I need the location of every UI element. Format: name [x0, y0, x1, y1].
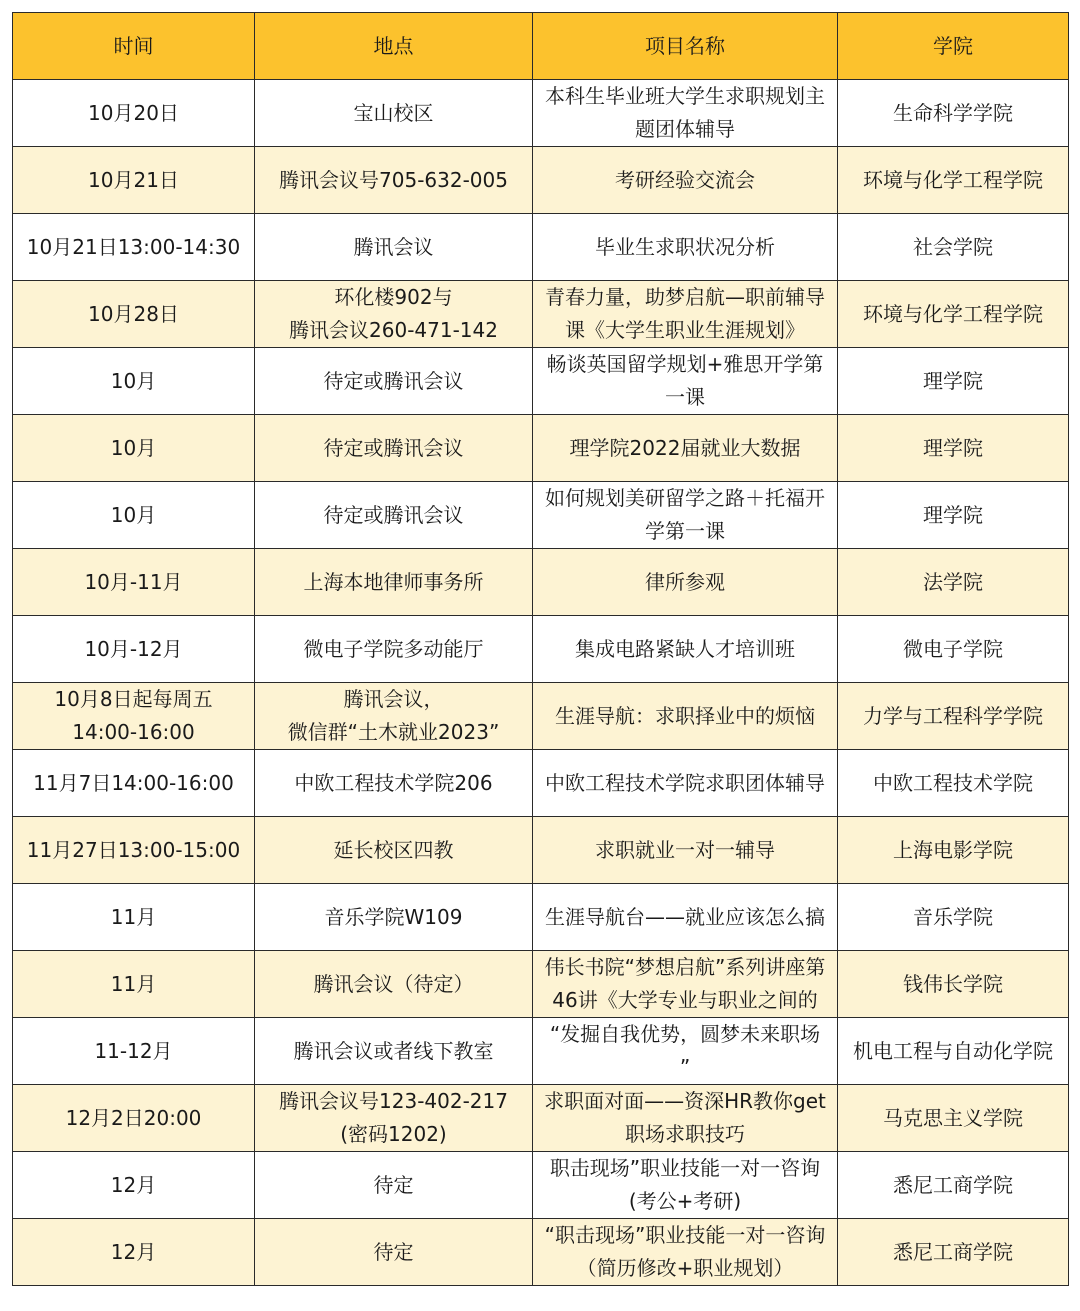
table-row	[13, 415, 1069, 482]
cell-place-text: 腾讯会议或者线下教室	[293, 1038, 494, 1063]
cell-time	[13, 616, 255, 683]
cell-place	[255, 884, 533, 951]
header-project-name: 项目名称	[533, 13, 838, 80]
cell-project-name	[533, 348, 838, 415]
cell-project-name-text: 毕业生求职状况分析	[595, 234, 775, 259]
cell-school-text: 理学院	[923, 368, 983, 393]
cell-project-name	[533, 1018, 838, 1085]
cell-school	[838, 683, 1069, 750]
table-body	[13, 80, 1069, 1286]
cell-project-name	[533, 951, 838, 1018]
cell-time	[13, 348, 255, 415]
cell-place-text: 微电子学院多动能厅	[303, 636, 484, 661]
cell-school	[838, 348, 1069, 415]
cell-project-name-text: 生涯导航：求职择业中的烦恼	[555, 703, 815, 728]
cell-project-name	[533, 147, 838, 214]
cell-time	[13, 415, 255, 482]
cell-time	[13, 1085, 255, 1152]
cell-time-text: 12月2日20:00	[65, 1105, 202, 1130]
cell-place	[255, 549, 533, 616]
table-row	[13, 80, 1069, 147]
cell-project-name-text: 考研经验交流会	[615, 167, 755, 192]
cell-project-name	[533, 683, 838, 750]
cell-place-text: 腾讯会议， 微信群“土木就业2023”	[287, 687, 500, 744]
cell-time	[13, 80, 255, 147]
cell-time	[13, 817, 255, 884]
cell-place-text: 音乐学院W109	[324, 904, 463, 929]
cell-project-name-text: 理学院2022届就业大数据	[569, 435, 801, 460]
cell-time-text: 11月7日14:00-16:00	[33, 770, 234, 795]
table-row	[13, 348, 1069, 415]
cell-place-text: 待定	[373, 1172, 414, 1197]
cell-project-name	[533, 750, 838, 817]
cell-school-text: 马克思主义学院	[883, 1105, 1023, 1130]
cell-school	[838, 750, 1069, 817]
cell-school	[838, 817, 1069, 884]
cell-time-text: 11月27日13:00-15:00	[26, 837, 241, 862]
cell-project-name-text: “发掘自我优势，圆梦未来职场 ”	[549, 1022, 821, 1079]
cell-place-text: 延长校区四教	[333, 837, 454, 862]
cell-place	[255, 1018, 533, 1085]
cell-school-text: 钱伟长学院	[903, 971, 1003, 996]
table-row	[13, 482, 1069, 549]
cell-place	[255, 817, 533, 884]
cell-project-name-text: 本科生毕业班大学生求职规划主题团体辅导	[545, 84, 825, 141]
cell-school-text: 法学院	[923, 569, 983, 594]
cell-place	[255, 348, 533, 415]
cell-school	[838, 1152, 1069, 1219]
cell-project-name	[533, 549, 838, 616]
cell-place	[255, 951, 533, 1018]
cell-school-text: 力学与工程科学学院	[863, 703, 1043, 728]
header-place: 地点	[255, 13, 533, 80]
cell-school	[838, 616, 1069, 683]
table-row	[13, 683, 1069, 750]
cell-time-text: 10月21日13:00-14:30	[26, 234, 241, 259]
cell-time	[13, 1152, 255, 1219]
cell-project-name	[533, 817, 838, 884]
cell-time-text: 11月	[110, 971, 157, 996]
cell-school-text: 生命科学学院	[893, 100, 1013, 125]
cell-place-text: 腾讯会议号123-402-217 (密码1202)	[279, 1089, 508, 1146]
cell-time-text: 10月	[110, 502, 157, 527]
cell-place-text: 上海本地律师事务所	[303, 569, 484, 594]
header-row	[13, 13, 1069, 80]
cell-school	[838, 1085, 1069, 1152]
cell-time	[13, 147, 255, 214]
cell-school	[838, 1219, 1069, 1286]
header-time: 时间	[13, 13, 255, 80]
cell-school	[838, 214, 1069, 281]
cell-school-text: 理学院	[923, 502, 983, 527]
cell-project-name-text: 职击现场”职业技能一对一咨询 (考公+考研)	[549, 1156, 821, 1213]
cell-time	[13, 750, 255, 817]
cell-place	[255, 281, 533, 348]
cell-place-text: 宝山校区	[353, 100, 434, 125]
cell-school-text: 理学院	[923, 435, 983, 460]
cell-time-text: 10月8日起每周五 14:00-16:00	[54, 687, 213, 744]
cell-place	[255, 750, 533, 817]
cell-school	[838, 951, 1069, 1018]
schedule-table	[12, 12, 1069, 1286]
cell-project-name-text: 伟长书院“梦想启航”系列讲座第46讲《大学专业与职业之间的	[544, 955, 826, 1012]
cell-project-name	[533, 415, 838, 482]
cell-project-name-text: 律所参观	[645, 569, 725, 594]
cell-time-text: 10月28日	[88, 301, 179, 326]
cell-school-text: 环境与化学工程学院	[863, 167, 1043, 192]
cell-school	[838, 80, 1069, 147]
cell-place	[255, 415, 533, 482]
cell-school-text: 音乐学院	[913, 904, 993, 929]
cell-project-name	[533, 80, 838, 147]
cell-project-name	[533, 1085, 838, 1152]
cell-project-name-text: 中欧工程技术学院求职团体辅导	[545, 770, 825, 795]
cell-school-text: 悉尼工商学院	[893, 1239, 1013, 1264]
cell-place-text: 腾讯会议（待定）	[313, 971, 474, 996]
cell-school	[838, 482, 1069, 549]
cell-time	[13, 1018, 255, 1085]
cell-project-name-text: 生涯导航台——就业应该怎么搞	[545, 904, 825, 929]
cell-school	[838, 549, 1069, 616]
cell-time-text: 10月	[110, 435, 157, 460]
cell-time-text: 11月	[110, 904, 157, 929]
cell-school	[838, 1018, 1069, 1085]
cell-place-text: 环化楼902与 腾讯会议260-471-142	[289, 285, 498, 342]
cell-time	[13, 482, 255, 549]
cell-time	[13, 1219, 255, 1286]
cell-place	[255, 147, 533, 214]
table-row	[13, 1018, 1069, 1085]
cell-school-text: 微电子学院	[903, 636, 1003, 661]
cell-place	[255, 214, 533, 281]
cell-time	[13, 683, 255, 750]
cell-time-text: 10月-11月	[84, 569, 183, 594]
cell-place	[255, 80, 533, 147]
cell-project-name	[533, 281, 838, 348]
cell-place-text: 腾讯会议	[353, 234, 434, 259]
cell-school-text: 中欧工程技术学院	[873, 770, 1033, 795]
table-row	[13, 817, 1069, 884]
cell-project-name-text: 畅谈英国留学规划+雅思开学第一课	[546, 352, 824, 409]
cell-place	[255, 482, 533, 549]
cell-time-text: 11-12月	[94, 1038, 173, 1063]
cell-school	[838, 147, 1069, 214]
cell-time	[13, 951, 255, 1018]
table-row	[13, 951, 1069, 1018]
table-row	[13, 616, 1069, 683]
cell-school	[838, 884, 1069, 951]
cell-project-name-text: “职击现场”职业技能一对一咨询（简历修改+职业规划）	[544, 1223, 826, 1280]
cell-project-name	[533, 884, 838, 951]
table-row	[13, 549, 1069, 616]
cell-school-text: 环境与化学工程学院	[863, 301, 1043, 326]
cell-school	[838, 281, 1069, 348]
cell-time	[13, 214, 255, 281]
cell-project-name-text: 求职就业一对一辅导	[595, 837, 775, 862]
cell-place-text: 腾讯会议号705-632-005	[279, 167, 508, 192]
cell-time	[13, 281, 255, 348]
cell-place	[255, 683, 533, 750]
schedule-table-wrapper	[12, 12, 1068, 1286]
cell-school	[838, 415, 1069, 482]
cell-school-text: 社会学院	[913, 234, 993, 259]
cell-time	[13, 884, 255, 951]
cell-project-name	[533, 482, 838, 549]
cell-project-name-text: 青春力量，助梦启航—职前辅导课《大学生职业生涯规划》	[545, 285, 825, 342]
cell-project-name	[533, 1219, 838, 1286]
cell-school-text: 上海电影学院	[893, 837, 1013, 862]
cell-place-text: 待定或腾讯会议	[323, 435, 464, 460]
table-row	[13, 281, 1069, 348]
cell-project-name	[533, 616, 838, 683]
cell-time-text: 10月20日	[88, 100, 179, 125]
cell-project-name	[533, 214, 838, 281]
cell-place	[255, 1219, 533, 1286]
cell-time-text: 10月21日	[88, 167, 179, 192]
cell-place-text: 待定或腾讯会议	[323, 502, 464, 527]
cell-project-name-text: 集成电路紧缺人才培训班	[575, 636, 795, 661]
cell-school-text: 机电工程与自动化学院	[853, 1038, 1053, 1063]
cell-project-name-text: 如何规划美研留学之路＋托福开学第一课	[545, 486, 825, 543]
cell-project-name	[533, 1152, 838, 1219]
cell-time-text: 12月	[110, 1239, 157, 1264]
table-row	[13, 750, 1069, 817]
table-row	[13, 147, 1069, 214]
cell-time	[13, 549, 255, 616]
cell-place	[255, 1085, 533, 1152]
table-row	[13, 1152, 1069, 1219]
cell-place	[255, 1152, 533, 1219]
table-row	[13, 884, 1069, 951]
cell-time-text: 10月	[110, 368, 157, 393]
table-row	[13, 214, 1069, 281]
cell-project-name-text: 求职面对面——资深HR教你get职场求职技巧	[544, 1089, 826, 1146]
table-header	[13, 13, 1069, 80]
cell-place-text: 待定或腾讯会议	[323, 368, 464, 393]
cell-place	[255, 616, 533, 683]
header-school: 学院	[838, 13, 1069, 80]
cell-time-text: 10月-12月	[84, 636, 183, 661]
table-row	[13, 1085, 1069, 1152]
cell-time-text: 12月	[110, 1172, 157, 1197]
table-row	[13, 1219, 1069, 1286]
cell-school-text: 悉尼工商学院	[893, 1172, 1013, 1197]
cell-place-text: 待定	[373, 1239, 414, 1264]
cell-place-text: 中欧工程技术学院206	[294, 770, 493, 795]
